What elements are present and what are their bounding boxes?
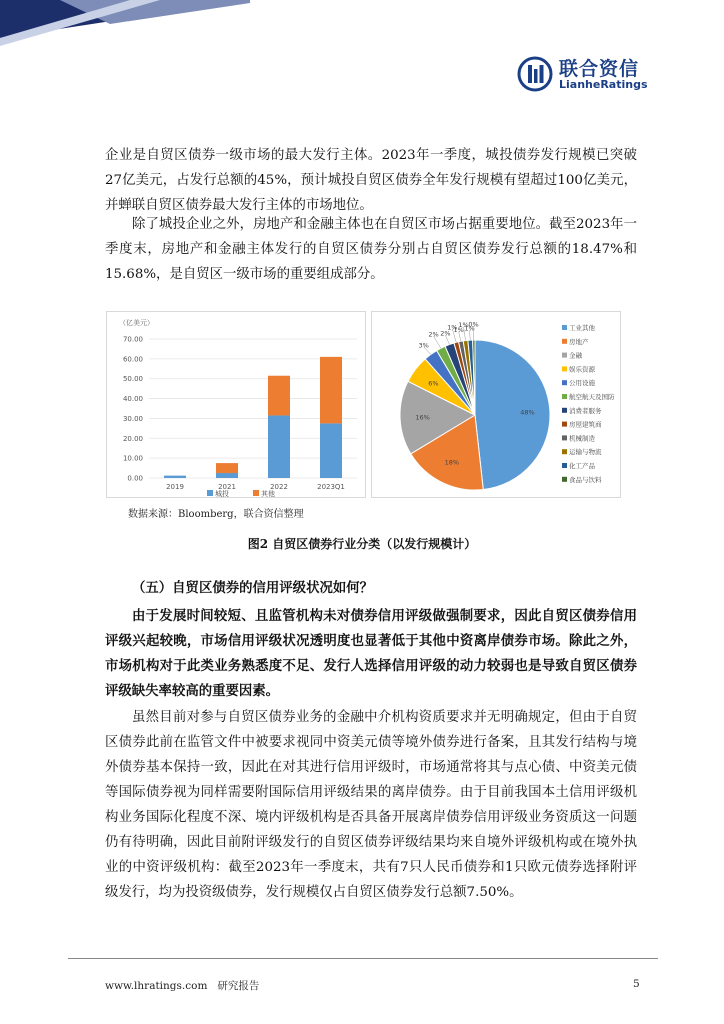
legend-swatch [562, 408, 567, 413]
legend-label: 娱乐资源 [569, 365, 595, 374]
x-tick-label: 2021 [218, 483, 236, 491]
legend-swatch [562, 435, 567, 440]
y-tick-label: 50.00 [122, 375, 143, 384]
legend-label: 工业其他 [569, 324, 595, 332]
paragraph-2: 除了城投企业之外，房地产和金融主体也在自贸区市场占据重要地位。截至2023年一季度末，房地产和金融主体发行的自贸区债券分别占自贸区债券发行总额的18.47%和15.68%，是自贸区一级市场的重要组成部分。 [105, 217, 637, 282]
paragraph-1: 企业是自贸区债券一级市场的最大发行主体。2023年一季度，城投债券发行规模已突破27亿美元，占发行总额的45%，预计城投自贸区债券全年发行规模有望超过100亿美元，并蝉联自贸区债券最大发行主体的市场地位。 [105, 148, 637, 213]
legend-label: 房地产 [569, 337, 589, 346]
data-source: 数据来源：Bloomberg，联合资信整理 [128, 509, 304, 520]
logo-mark-icon [517, 56, 553, 92]
legend-label: 公用设施 [569, 379, 595, 388]
y-unit-label: （亿美元） [119, 319, 154, 327]
legend-swatch [562, 449, 567, 454]
y-tick-label: 70.00 [122, 335, 143, 344]
legend-swatch [562, 394, 567, 399]
legend-label: 航空航天及国防 [569, 393, 615, 401]
bar-其他-2023Q1 [320, 357, 342, 424]
footer-label: 研究报告 [217, 980, 260, 992]
bar-城投-2023Q1 [320, 423, 342, 478]
y-tick-label: 10.00 [122, 454, 143, 463]
pie-data-label: 2% [428, 330, 439, 339]
legend-swatch [207, 490, 213, 496]
page-number: 5 [633, 978, 640, 990]
y-tick-label: 30.00 [122, 414, 143, 423]
footer-url[interactable]: www.lhratings.com [105, 980, 208, 992]
pie-data-label: 16% [415, 413, 430, 422]
pie-data-label: 48% [520, 408, 535, 417]
pie-data-label: 6% [428, 379, 439, 388]
pie-slice-工业其他 [475, 340, 550, 490]
logo-text-cn: 联合资信 [559, 58, 640, 80]
legend-swatch [562, 477, 567, 482]
logo-text-en: LianheRatings [559, 78, 648, 91]
bar-城投-2022 [268, 415, 290, 478]
bar-城投-2019 [164, 476, 186, 478]
x-tick-label: 2022 [270, 483, 288, 491]
bar-其他-2021 [216, 463, 238, 473]
figure-caption: 图2 自贸区债券行业分类（以发行规模计） [247, 537, 477, 551]
pie-data-label: 2% [440, 329, 451, 338]
legend-label: 房屋建筑商 [569, 420, 602, 429]
legend-label: 其他 [261, 490, 275, 497]
pie-chart [372, 312, 620, 497]
pie-data-label: 1% [453, 326, 464, 335]
legend-swatch [562, 463, 567, 468]
legend-label: 金融 [569, 351, 582, 360]
legend-label: 化工产品 [569, 462, 595, 470]
bar-城投-2021 [216, 473, 238, 478]
pie-data-label: 0% [468, 320, 479, 329]
legend-swatch [562, 380, 567, 385]
bar-chart-frame [106, 311, 366, 498]
legend-label: 机械制造 [569, 434, 595, 443]
section-heading: （五）自贸区债券的信用评级状况如何？ [132, 580, 374, 596]
pie-data-label: 1% [458, 321, 469, 330]
legend-label: 消费者服务 [569, 406, 602, 415]
x-tick-label: 2019 [166, 483, 184, 491]
paragraph-3: 由于发展时间较短、且监管机构未对债券信用评级做强制要求，因此自贸区债券信用评级兴起较晚，市场信用评级状况透明度也显著低于其他中资离岸债券市场。除此之外，市场机构对于此类业务熟悉度不足、发行人选择信用评级的动力较弱也是导致自贸区债券评级缺失率较高的重要因素。 [105, 608, 637, 699]
legend-label: 食品与饮料 [569, 475, 602, 484]
pie-data-label: 3% [418, 341, 429, 350]
legend-swatch [562, 422, 567, 427]
legend-swatch [562, 325, 567, 330]
legend-swatch [562, 339, 567, 344]
header-decoration [0, 0, 250, 50]
paragraph-4: 虽然目前对参与自贸区债券业务的金融中介机构资质要求并无明确规定，但由于自贸区债券此前在监管文件中被要求视同中资美元债等境外债券进行备案，且其发行结构与境外债券基本保持一致，因此在对其进行信用评级时，市场通常将其与点心债、中资美元债等国际债券视为同样需要附国际信用评级结果的离岸债券。由于目前我国本土信用评级机构业务国际化程度不深、境内评级机构是否具备开展离岸债券信用评级业务资质这一问题仍有待明确，因此目前附评级发行的自贸区债券评级结果均来自境外评级机构或在境外执业的中资评级机构：截至2023年一季度末，共有7只人民币债券和1只欧元债券选择附评级发行，均为投资级债券，发行规模仅占自贸区债券发行总额7.50%。 [105, 710, 637, 900]
pie-data-label: 18% [444, 458, 460, 467]
y-tick-label: 0.00 [127, 474, 143, 483]
y-tick-label: 20.00 [122, 434, 143, 443]
legend-label: 城投 [215, 490, 229, 497]
bar-chart [107, 312, 365, 497]
legend-swatch [253, 490, 259, 496]
y-tick-label: 40.00 [122, 395, 143, 404]
legend-label: 运输与物流 [569, 448, 602, 457]
footer-website [105, 978, 259, 993]
bar-其他-2022 [268, 376, 290, 416]
pie-data-label: 1% [447, 323, 458, 332]
x-tick-label: 2023Q1 [317, 483, 345, 491]
y-tick-label: 60.00 [122, 355, 143, 364]
pie-data-label: 1% [464, 324, 475, 333]
footer-divider [68, 958, 658, 959]
legend-swatch [562, 366, 567, 371]
pie-chart-frame [371, 311, 621, 498]
legend-swatch [562, 353, 567, 358]
